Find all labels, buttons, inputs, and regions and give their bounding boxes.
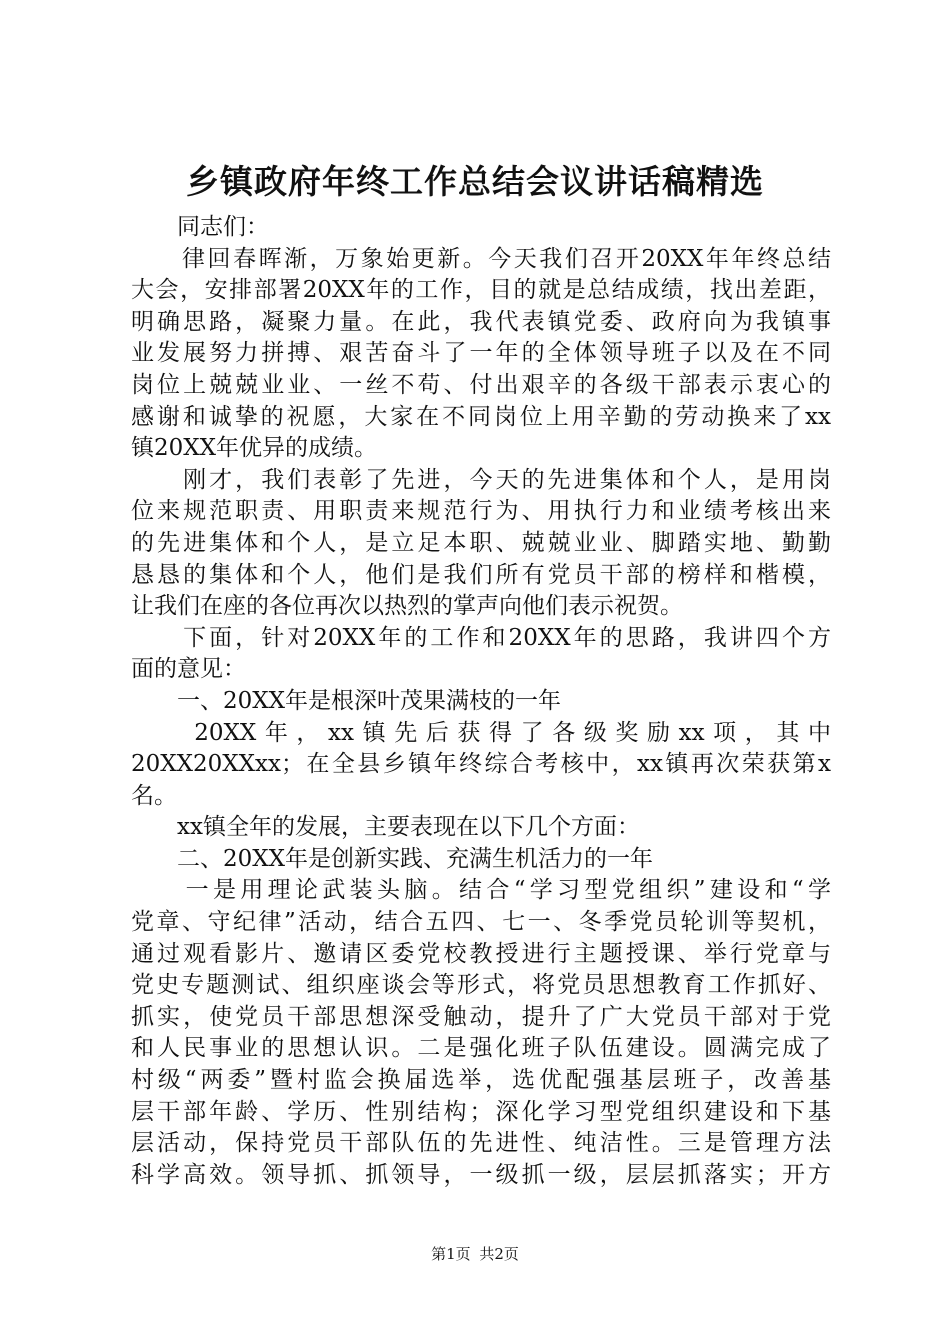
page-total: 共2页 (479, 1245, 519, 1263)
text-line: 镇20XX年优异的成绩。 (131, 435, 378, 462)
text-line: xx镇全年的发展，主要表现在以下几个方面： (131, 814, 640, 841)
text-line: 律回春晖渐，万象始更新。今天我们召开20XX年年终总结 (131, 245, 831, 272)
text-line: 的先进集体和个人，是立足本职、兢兢业业、脚踏实地、勤勤 (131, 529, 831, 556)
text-line: 党章、守纪律”活动，结合五四、七一、冬季党员轮训等契机， (131, 909, 831, 936)
text-line: 村级“两委”暨村监会换届选举，选优配强基层班子，改善基 (131, 1067, 831, 1094)
text-line: 大会，安排部署20XX年的工作，目的就是总结成绩，找出差距， (131, 277, 831, 304)
text-line: 抓实，使党员干部思想深受触动，提升了广大党员干部对于党 (131, 1003, 831, 1030)
text-line: 通过观看影片、邀请区委党校教授进行主题授课、举行党章与 (131, 940, 831, 967)
text-line: 业发展努力拼搏、艰苦奋斗了一年的全体领导班子以及在不同 (131, 340, 831, 367)
text-line: 科学高效。领导抓、抓领导，一级抓一级，层层抓落实；开方 (131, 1161, 831, 1188)
text-line: 二、20XX年是创新实践、充满生机活力的一年 (131, 845, 654, 872)
text-line: 明确思路，凝聚力量。在此，我代表镇党委、政府向为我镇事 (131, 308, 831, 335)
text-line: 恳恳的集体和个人，他们是我们所有党员干部的榜样和楷模， (131, 561, 831, 588)
page-footer (0, 1243, 950, 1265)
text-line: 党史专题测试、组织座谈会等形式，将党员思想教育工作抓好、 (131, 972, 831, 999)
text-line: 位来规范职责、用职责来规范行为、用执行力和业绩考核出来 (131, 498, 831, 525)
document-body (131, 212, 831, 1191)
text-line: 下面，针对20XX年的工作和20XX年的思路，我讲四个方 (131, 624, 831, 651)
text-line: 刚才，我们表彰了先进，今天的先进集体和个人，是用岗 (131, 466, 831, 493)
text-line: 层干部年龄、学历、性别结构；深化学习型党组织建设和下基 (131, 1098, 831, 1125)
text-line: 20XX年，xx镇先后获得了各级奖励xx项，其中 (131, 719, 831, 746)
text-line: 和人民事业的思想认识。二是强化班子队伍建设。圆满完成了 (131, 1035, 831, 1062)
text-line: 同志们： (131, 214, 269, 240)
text-line: 一是用理论武装头脑。结合“学习型党组织”建设和“学 (131, 877, 831, 904)
text-line: 感谢和诚挚的祝愿，大家在不同岗位上用辛勤的劳动换来了xx (131, 403, 831, 430)
text-line: 名。 (131, 782, 177, 809)
text-line: 20XX20XXxx；在全县乡镇年终综合考核中，xx镇再次荣获第x (131, 751, 831, 778)
text-line: 让我们在座的各位再次以热烈的掌声向他们表示祝贺。 (131, 593, 683, 620)
document-title: 乡镇政府年终工作总结会议讲话稿精选 (186, 162, 764, 201)
text-line: 面的意见： (131, 656, 246, 683)
text-line: 岗位上兢兢业业、一丝不苟、付出艰辛的各级干部表示衷心的 (131, 371, 831, 398)
text-line: 层活动，保持党员干部队伍的先进性、纯洁性。三是管理方法 (131, 1130, 831, 1157)
page-number: 第1页 (431, 1245, 471, 1263)
text-line: 一、20XX年是根深叶茂果满枝的一年 (131, 687, 562, 714)
